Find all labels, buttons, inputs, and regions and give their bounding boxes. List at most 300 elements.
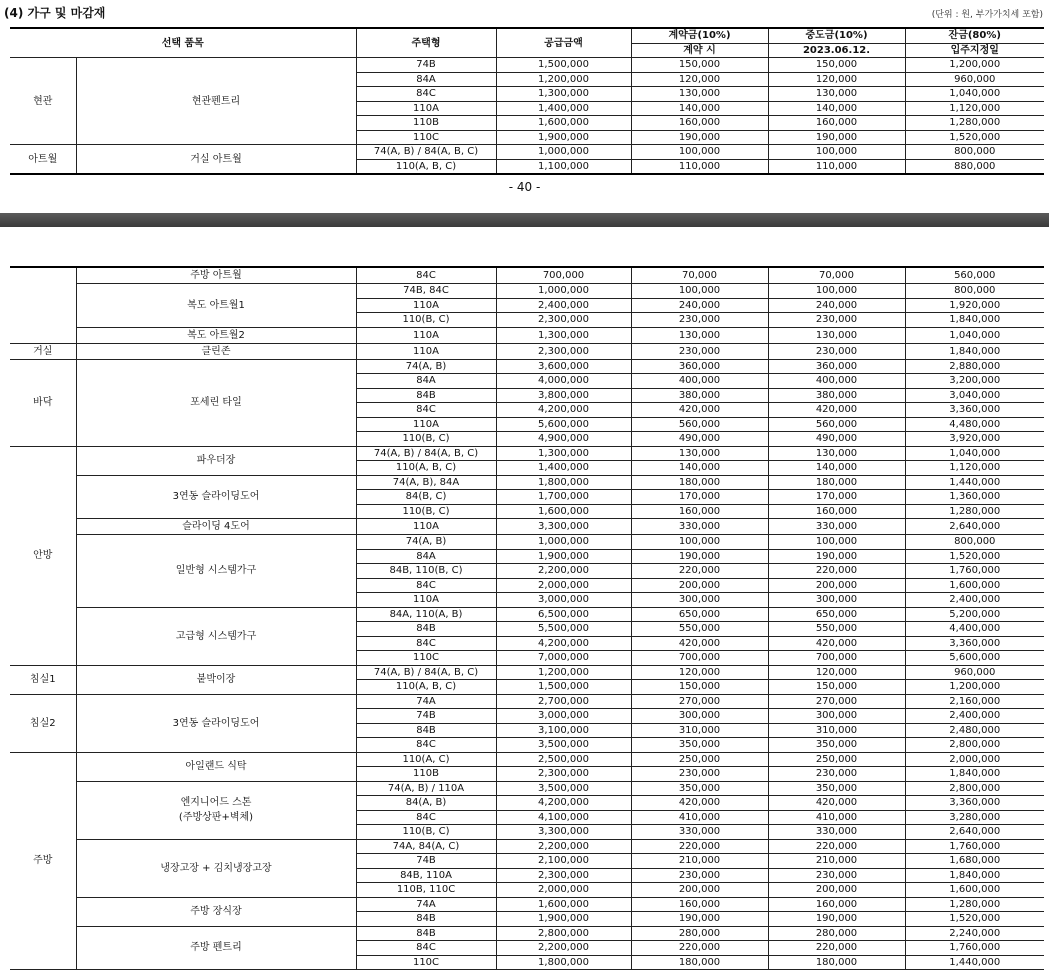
balance-cell: 880,000 <box>905 159 1044 174</box>
item-name-cell: 슬라이딩 4도어 <box>76 519 356 535</box>
middle-cell: 230,000 <box>768 767 905 782</box>
balance-cell: 2,880,000 <box>905 359 1044 374</box>
balance-cell: 1,440,000 <box>905 955 1044 970</box>
deposit-cell: 120,000 <box>631 665 768 680</box>
balance-cell: 1,840,000 <box>905 313 1044 328</box>
balance-cell: 3,200,000 <box>905 374 1044 389</box>
type-cell: 74(A, B), 84A <box>356 475 496 490</box>
balance-cell: 1,040,000 <box>905 446 1044 461</box>
balance-cell: 800,000 <box>905 145 1044 160</box>
deposit-cell: 180,000 <box>631 955 768 970</box>
supply-cell: 1,900,000 <box>496 549 631 564</box>
middle-cell: 280,000 <box>768 926 905 941</box>
header-type: 주택형 <box>356 28 496 58</box>
type-cell: 74(A, B) / 84(A, B, C) <box>356 665 496 680</box>
middle-cell: 190,000 <box>768 549 905 564</box>
type-cell: 84B <box>356 723 496 738</box>
middle-cell: 210,000 <box>768 854 905 869</box>
balance-cell: 1,040,000 <box>905 327 1044 343</box>
supply-cell: 1,900,000 <box>496 130 631 145</box>
supply-cell: 2,000,000 <box>496 883 631 898</box>
supply-cell: 2,800,000 <box>496 926 631 941</box>
middle-cell: 190,000 <box>768 130 905 145</box>
item-name-cell: 파우더장 <box>76 446 356 475</box>
middle-cell: 650,000 <box>768 607 905 622</box>
type-cell: 84B <box>356 388 496 403</box>
balance-cell: 3,360,000 <box>905 403 1044 418</box>
table-row <box>10 839 1044 854</box>
middle-cell: 130,000 <box>768 446 905 461</box>
middle-cell: 110,000 <box>768 159 905 174</box>
header-middle: 중도금(10%) <box>768 28 905 43</box>
middle-cell: 380,000 <box>768 388 905 403</box>
deposit-cell: 150,000 <box>631 680 768 695</box>
deposit-cell: 150,000 <box>631 58 768 73</box>
deposit-cell: 220,000 <box>631 839 768 854</box>
middle-cell: 230,000 <box>768 868 905 883</box>
middle-cell: 420,000 <box>768 796 905 811</box>
balance-cell: 2,640,000 <box>905 519 1044 535</box>
type-cell: 84A <box>356 374 496 389</box>
supply-cell: 3,500,000 <box>496 781 631 796</box>
header-balance-sub: 입주지정일 <box>905 43 1044 58</box>
supply-cell: 2,300,000 <box>496 313 631 328</box>
table-row <box>10 535 1044 550</box>
middle-cell: 120,000 <box>768 665 905 680</box>
middle-cell: 410,000 <box>768 810 905 825</box>
middle-cell: 150,000 <box>768 58 905 73</box>
deposit-cell: 700,000 <box>631 651 768 666</box>
balance-cell: 1,760,000 <box>905 941 1044 956</box>
table-row <box>10 267 1044 284</box>
table-row <box>10 327 1044 343</box>
type-cell: 84C <box>356 403 496 418</box>
type-cell: 110B, 110C <box>356 883 496 898</box>
type-cell: 110A <box>356 327 496 343</box>
supply-cell: 4,100,000 <box>496 810 631 825</box>
supply-cell: 1,700,000 <box>496 490 631 505</box>
balance-cell: 1,360,000 <box>905 490 1044 505</box>
type-cell: 84C <box>356 636 496 651</box>
deposit-cell: 490,000 <box>631 432 768 447</box>
middle-cell: 130,000 <box>768 87 905 102</box>
middle-cell: 220,000 <box>768 839 905 854</box>
balance-cell: 1,520,000 <box>905 549 1044 564</box>
deposit-cell: 270,000 <box>631 694 768 709</box>
balance-cell: 2,480,000 <box>905 723 1044 738</box>
supply-cell: 700,000 <box>496 267 631 284</box>
middle-cell: 490,000 <box>768 432 905 447</box>
table-row <box>10 475 1044 490</box>
middle-cell: 200,000 <box>768 578 905 593</box>
balance-cell: 1,280,000 <box>905 897 1044 912</box>
middle-cell: 220,000 <box>768 564 905 579</box>
supply-cell: 2,500,000 <box>496 752 631 767</box>
balance-cell: 2,240,000 <box>905 926 1044 941</box>
table-row <box>10 58 1044 73</box>
deposit-cell: 230,000 <box>631 868 768 883</box>
item-name-cell: 거실 아트월 <box>76 145 356 175</box>
middle-cell: 100,000 <box>768 145 905 160</box>
supply-cell: 2,300,000 <box>496 767 631 782</box>
supply-cell: 3,000,000 <box>496 593 631 608</box>
deposit-cell: 160,000 <box>631 897 768 912</box>
item-name-cell: 복도 아트월1 <box>76 284 356 328</box>
middle-cell: 170,000 <box>768 490 905 505</box>
balance-cell: 1,120,000 <box>905 101 1044 116</box>
balance-cell: 1,040,000 <box>905 87 1044 102</box>
supply-cell: 2,200,000 <box>496 839 631 854</box>
type-cell: 110B <box>356 116 496 131</box>
type-cell: 84A <box>356 72 496 87</box>
supply-cell: 1,200,000 <box>496 72 631 87</box>
item-name-cell: 주방 펜트리 <box>76 926 356 970</box>
balance-cell: 3,360,000 <box>905 796 1044 811</box>
type-cell: 110A <box>356 593 496 608</box>
balance-cell: 1,600,000 <box>905 883 1044 898</box>
deposit-cell: 200,000 <box>631 578 768 593</box>
type-cell: 74A, 84(A, C) <box>356 839 496 854</box>
deposit-cell: 100,000 <box>631 145 768 160</box>
item-name-cell: 아일랜드 식탁 <box>76 752 356 781</box>
middle-cell: 220,000 <box>768 941 905 956</box>
supply-cell: 2,200,000 <box>496 941 631 956</box>
deposit-cell: 120,000 <box>631 72 768 87</box>
balance-cell: 1,760,000 <box>905 564 1044 579</box>
supply-cell: 2,000,000 <box>496 578 631 593</box>
deposit-cell: 650,000 <box>631 607 768 622</box>
header-middle-sub: 2023.06.12. <box>768 43 905 58</box>
area-cell: 거실 <box>10 343 76 359</box>
middle-cell: 700,000 <box>768 651 905 666</box>
balance-cell: 3,280,000 <box>905 810 1044 825</box>
type-cell: 110(A, C) <box>356 752 496 767</box>
deposit-cell: 190,000 <box>631 912 768 927</box>
type-cell: 110A <box>356 101 496 116</box>
middle-cell: 420,000 <box>768 636 905 651</box>
type-cell: 84B, 110A <box>356 868 496 883</box>
middle-cell: 550,000 <box>768 622 905 637</box>
deposit-cell: 130,000 <box>631 446 768 461</box>
table-row <box>10 926 1044 941</box>
header-supply: 공급금액 <box>496 28 631 58</box>
header-deposit: 계약금(10%) <box>631 28 768 43</box>
type-cell: 74B <box>356 854 496 869</box>
supply-cell: 6,500,000 <box>496 607 631 622</box>
middle-cell: 150,000 <box>768 680 905 695</box>
supply-cell: 7,000,000 <box>496 651 631 666</box>
type-cell: 74B <box>356 709 496 724</box>
deposit-cell: 350,000 <box>631 781 768 796</box>
balance-cell: 960,000 <box>905 665 1044 680</box>
balance-cell: 1,920,000 <box>905 298 1044 313</box>
middle-cell: 70,000 <box>768 267 905 284</box>
table-row <box>10 607 1044 622</box>
table-row <box>10 446 1044 461</box>
table-row <box>10 752 1044 767</box>
deposit-cell: 140,000 <box>631 461 768 476</box>
balance-cell: 1,680,000 <box>905 854 1044 869</box>
balance-cell: 1,520,000 <box>905 912 1044 927</box>
deposit-cell: 220,000 <box>631 564 768 579</box>
supply-cell: 1,600,000 <box>496 897 631 912</box>
middle-cell: 350,000 <box>768 738 905 753</box>
supply-cell: 1,800,000 <box>496 955 631 970</box>
balance-cell: 560,000 <box>905 267 1044 284</box>
item-name-cell: 고급형 시스템가구 <box>76 607 356 665</box>
middle-cell: 350,000 <box>768 781 905 796</box>
balance-cell: 2,000,000 <box>905 752 1044 767</box>
supply-cell: 1,400,000 <box>496 461 631 476</box>
supply-cell: 1,600,000 <box>496 504 631 519</box>
type-cell: 84B <box>356 622 496 637</box>
deposit-cell: 140,000 <box>631 101 768 116</box>
balance-cell: 2,800,000 <box>905 738 1044 753</box>
area-cell: 침실2 <box>10 694 76 752</box>
supply-cell: 3,500,000 <box>496 738 631 753</box>
supply-cell: 4,000,000 <box>496 374 631 389</box>
balance-cell: 1,840,000 <box>905 343 1044 359</box>
supply-cell: 4,200,000 <box>496 636 631 651</box>
type-cell: 84B <box>356 926 496 941</box>
supply-cell: 3,000,000 <box>496 709 631 724</box>
table-row <box>10 694 1044 709</box>
balance-cell: 2,160,000 <box>905 694 1044 709</box>
supply-cell: 2,300,000 <box>496 343 631 359</box>
item-name-cell: 현관펜트리 <box>76 58 356 145</box>
type-cell: 110C <box>356 130 496 145</box>
deposit-cell: 190,000 <box>631 549 768 564</box>
item-name-cell: 일반형 시스템가구 <box>76 535 356 608</box>
supply-cell: 1,400,000 <box>496 101 631 116</box>
balance-cell: 2,400,000 <box>905 709 1044 724</box>
deposit-cell: 400,000 <box>631 374 768 389</box>
balance-cell: 3,360,000 <box>905 636 1044 651</box>
middle-cell: 400,000 <box>768 374 905 389</box>
table-row <box>10 359 1044 374</box>
type-cell: 110A <box>356 343 496 359</box>
supply-cell: 2,100,000 <box>496 854 631 869</box>
middle-cell: 190,000 <box>768 912 905 927</box>
middle-cell: 330,000 <box>768 519 905 535</box>
middle-cell: 250,000 <box>768 752 905 767</box>
supply-cell: 3,800,000 <box>496 388 631 403</box>
balance-cell: 1,280,000 <box>905 504 1044 519</box>
supply-cell: 1,300,000 <box>496 87 631 102</box>
deposit-cell: 100,000 <box>631 535 768 550</box>
deposit-cell: 230,000 <box>631 343 768 359</box>
header-item: 선택 품목 <box>10 28 356 58</box>
deposit-cell: 240,000 <box>631 298 768 313</box>
deposit-cell: 130,000 <box>631 87 768 102</box>
supply-cell: 1,300,000 <box>496 327 631 343</box>
supply-cell: 2,200,000 <box>496 564 631 579</box>
balance-cell: 2,400,000 <box>905 593 1044 608</box>
type-cell: 110(A, B, C) <box>356 680 496 695</box>
item-name-cell: 주방 장식장 <box>76 897 356 926</box>
header-deposit-sub: 계약 시 <box>631 43 768 58</box>
balance-cell: 4,480,000 <box>905 417 1044 432</box>
deposit-cell: 160,000 <box>631 116 768 131</box>
type-cell: 84C <box>356 810 496 825</box>
balance-cell: 2,640,000 <box>905 825 1044 840</box>
item-name-cell: 3연동 슬라이딩도어 <box>76 694 356 752</box>
balance-cell: 1,520,000 <box>905 130 1044 145</box>
table-row <box>10 897 1044 912</box>
deposit-cell: 220,000 <box>631 941 768 956</box>
type-cell: 110C <box>356 651 496 666</box>
deposit-cell: 300,000 <box>631 709 768 724</box>
item-name-cell: 포세린 타일 <box>76 359 356 446</box>
middle-cell: 300,000 <box>768 709 905 724</box>
deposit-cell: 300,000 <box>631 593 768 608</box>
supply-cell: 1,600,000 <box>496 116 631 131</box>
deposit-cell: 360,000 <box>631 359 768 374</box>
supply-cell: 1,300,000 <box>496 446 631 461</box>
supply-cell: 5,600,000 <box>496 417 631 432</box>
supply-cell: 1,000,000 <box>496 284 631 299</box>
supply-cell: 4,200,000 <box>496 403 631 418</box>
deposit-cell: 170,000 <box>631 490 768 505</box>
type-cell: 110(A, B, C) <box>356 159 496 174</box>
deposit-cell: 330,000 <box>631 825 768 840</box>
deposit-cell: 70,000 <box>631 267 768 284</box>
deposit-cell: 210,000 <box>631 854 768 869</box>
type-cell: 110A <box>356 417 496 432</box>
deposit-cell: 350,000 <box>631 738 768 753</box>
middle-cell: 230,000 <box>768 343 905 359</box>
type-cell: 74(A, B) / 84(A, B, C) <box>356 145 496 160</box>
middle-cell: 160,000 <box>768 504 905 519</box>
middle-cell: 420,000 <box>768 403 905 418</box>
type-cell: 84C <box>356 738 496 753</box>
type-cell: 84B, 110(B, C) <box>356 564 496 579</box>
middle-cell: 270,000 <box>768 694 905 709</box>
middle-cell: 130,000 <box>768 327 905 343</box>
section-title: (4) 가구 및 마감재 <box>4 6 106 20</box>
page-separator <box>0 213 1049 227</box>
balance-cell: 5,600,000 <box>905 651 1044 666</box>
deposit-cell: 250,000 <box>631 752 768 767</box>
balance-cell: 3,920,000 <box>905 432 1044 447</box>
deposit-cell: 110,000 <box>631 159 768 174</box>
supply-cell: 1,900,000 <box>496 912 631 927</box>
deposit-cell: 190,000 <box>631 130 768 145</box>
middle-cell: 310,000 <box>768 723 905 738</box>
middle-cell: 180,000 <box>768 955 905 970</box>
deposit-cell: 420,000 <box>631 636 768 651</box>
deposit-cell: 420,000 <box>631 403 768 418</box>
supply-cell: 4,200,000 <box>496 796 631 811</box>
supply-cell: 1,000,000 <box>496 535 631 550</box>
header-balance: 잔금(80%) <box>905 28 1044 43</box>
balance-cell: 1,280,000 <box>905 116 1044 131</box>
middle-cell: 180,000 <box>768 475 905 490</box>
item-name-cell: 엔지니어드 스톤 (주방상판+벽체) <box>76 781 356 839</box>
item-name-cell: 클린존 <box>76 343 356 359</box>
middle-cell: 240,000 <box>768 298 905 313</box>
type-cell: 84C <box>356 578 496 593</box>
middle-cell: 140,000 <box>768 101 905 116</box>
supply-cell: 1,500,000 <box>496 680 631 695</box>
item-name-cell: 3연동 슬라이딩도어 <box>76 475 356 519</box>
supply-cell: 1,200,000 <box>496 665 631 680</box>
supply-cell: 1,500,000 <box>496 58 631 73</box>
middle-cell: 160,000 <box>768 116 905 131</box>
supply-cell: 2,700,000 <box>496 694 631 709</box>
page-number: - 40 - <box>508 180 541 194</box>
balance-cell: 1,200,000 <box>905 58 1044 73</box>
middle-cell: 330,000 <box>768 825 905 840</box>
middle-cell: 140,000 <box>768 461 905 476</box>
type-cell: 74(A, B) / 84(A, B, C) <box>356 446 496 461</box>
middle-cell: 120,000 <box>768 72 905 87</box>
type-cell: 110(A, B, C) <box>356 461 496 476</box>
balance-cell: 1,840,000 <box>905 868 1044 883</box>
balance-cell: 3,040,000 <box>905 388 1044 403</box>
balance-cell: 1,440,000 <box>905 475 1044 490</box>
deposit-cell: 550,000 <box>631 622 768 637</box>
middle-cell: 200,000 <box>768 883 905 898</box>
type-cell: 110(B, C) <box>356 504 496 519</box>
type-cell: 110(B, C) <box>356 313 496 328</box>
balance-cell: 4,400,000 <box>905 622 1044 637</box>
area-cell: 아트월 <box>10 145 76 175</box>
deposit-cell: 420,000 <box>631 796 768 811</box>
supply-cell: 1,100,000 <box>496 159 631 174</box>
middle-cell: 100,000 <box>768 284 905 299</box>
type-cell: 84A, 110(A, B) <box>356 607 496 622</box>
balance-cell: 960,000 <box>905 72 1044 87</box>
supply-cell: 3,300,000 <box>496 519 631 535</box>
supply-cell: 3,300,000 <box>496 825 631 840</box>
type-cell: 110A <box>356 298 496 313</box>
balance-cell: 1,760,000 <box>905 839 1044 854</box>
area-cell: 침실1 <box>10 665 76 694</box>
supply-cell: 1,000,000 <box>496 145 631 160</box>
balance-cell: 1,600,000 <box>905 578 1044 593</box>
item-name-cell: 냉장고장 + 김치냉장고장 <box>76 839 356 897</box>
type-cell: 74B, 84C <box>356 284 496 299</box>
middle-cell: 360,000 <box>768 359 905 374</box>
deposit-cell: 200,000 <box>631 883 768 898</box>
type-cell: 84C <box>356 941 496 956</box>
middle-cell: 230,000 <box>768 313 905 328</box>
item-name-cell: 복도 아트월2 <box>76 327 356 343</box>
supply-cell: 3,100,000 <box>496 723 631 738</box>
table-row <box>10 145 1044 160</box>
deposit-cell: 410,000 <box>631 810 768 825</box>
balance-cell: 800,000 <box>905 535 1044 550</box>
type-cell: 74B <box>356 58 496 73</box>
balance-cell: 800,000 <box>905 284 1044 299</box>
table-row <box>10 519 1044 535</box>
deposit-cell: 230,000 <box>631 767 768 782</box>
supply-cell: 2,300,000 <box>496 868 631 883</box>
deposit-cell: 230,000 <box>631 313 768 328</box>
deposit-cell: 160,000 <box>631 504 768 519</box>
supply-cell: 5,500,000 <box>496 622 631 637</box>
table-row <box>10 665 1044 680</box>
balance-cell: 5,200,000 <box>905 607 1044 622</box>
type-cell: 110A <box>356 519 496 535</box>
type-cell: 74(A, B) <box>356 535 496 550</box>
type-cell: 74A <box>356 694 496 709</box>
table-row <box>10 284 1044 299</box>
type-cell: 84B <box>356 912 496 927</box>
middle-cell: 100,000 <box>768 535 905 550</box>
supply-cell: 4,900,000 <box>496 432 631 447</box>
